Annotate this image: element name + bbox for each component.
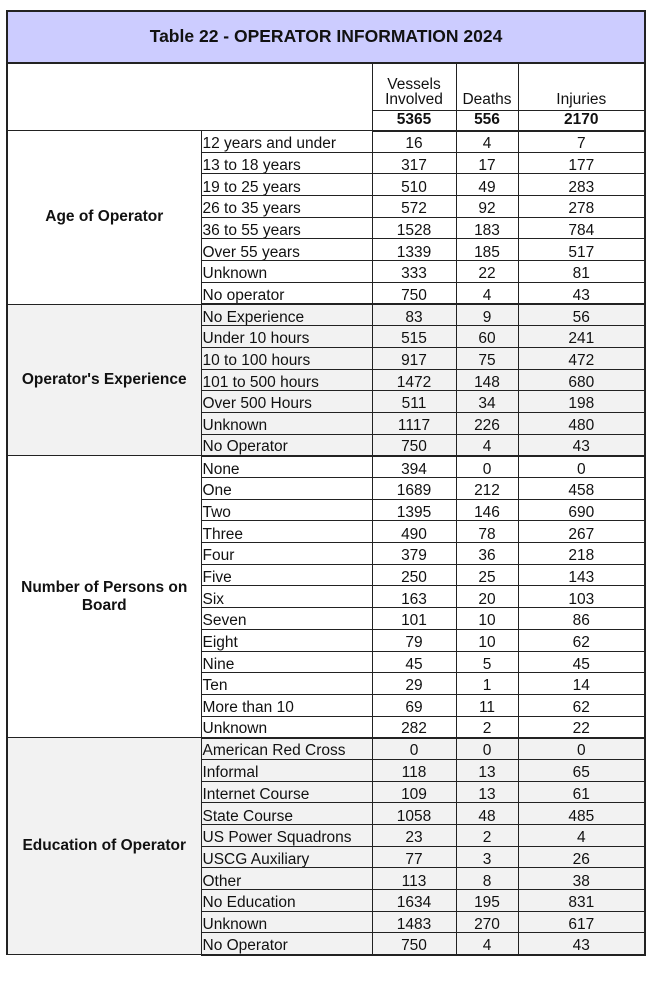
vessels-value: 45 <box>372 651 456 673</box>
row-label: 12 years and under <box>201 131 372 153</box>
deaths-value: 5 <box>456 651 518 673</box>
vessels-value: 69 <box>372 694 456 716</box>
row-label: 101 to 500 hours <box>201 369 372 391</box>
deaths-value: 11 <box>456 694 518 716</box>
injuries-value: 86 <box>518 608 645 630</box>
row-label: Under 10 hours <box>201 326 372 348</box>
row-label: 36 to 55 years <box>201 217 372 239</box>
row-label: No Education <box>201 890 372 912</box>
row-label: Four <box>201 543 372 565</box>
row-label: State Course <box>201 803 372 825</box>
deaths-value: 4 <box>456 933 518 955</box>
vessels-value: 23 <box>372 825 456 847</box>
deaths-value: 49 <box>456 174 518 196</box>
deaths-value: 4 <box>456 434 518 456</box>
injuries-value: 480 <box>518 412 645 434</box>
row-label: 10 to 100 hours <box>201 347 372 369</box>
deaths-value: 9 <box>456 304 518 326</box>
injuries-value: 177 <box>518 152 645 174</box>
total-deaths: 556 <box>456 110 518 131</box>
vessels-value: 1634 <box>372 890 456 912</box>
vessels-value: 510 <box>372 174 456 196</box>
injuries-value: 22 <box>518 716 645 738</box>
vessels-value: 317 <box>372 152 456 174</box>
deaths-value: 17 <box>456 152 518 174</box>
category-age-of-operator: Age of Operator <box>7 131 201 305</box>
row-label: More than 10 <box>201 694 372 716</box>
deaths-value: 0 <box>456 738 518 760</box>
vessels-value: 1689 <box>372 478 456 500</box>
vessels-value: 79 <box>372 629 456 651</box>
injuries-value: 62 <box>518 694 645 716</box>
vessels-value: 572 <box>372 196 456 218</box>
injuries-value: 143 <box>518 564 645 586</box>
injuries-value: 218 <box>518 543 645 565</box>
vessels-value: 490 <box>372 521 456 543</box>
vessels-value: 394 <box>372 456 456 478</box>
row-label: Unknown <box>201 261 372 283</box>
table-row <box>7 304 645 326</box>
row-label: Unknown <box>201 911 372 933</box>
vessels-value: 29 <box>372 673 456 695</box>
deaths-value: 20 <box>456 586 518 608</box>
injuries-value: 517 <box>518 239 645 261</box>
deaths-value: 212 <box>456 478 518 500</box>
injuries-value: 14 <box>518 673 645 695</box>
total-injuries: 2170 <box>518 110 645 131</box>
table-title: Table 22 - OPERATOR INFORMATION 2024 <box>7 11 645 63</box>
deaths-value: 34 <box>456 391 518 413</box>
injuries-value: 81 <box>518 261 645 283</box>
category-operator-s-experience: Operator's Experience <box>7 304 201 456</box>
deaths-value: 25 <box>456 564 518 586</box>
deaths-value: 3 <box>456 846 518 868</box>
row-label: USCG Auxiliary <box>201 846 372 868</box>
deaths-value: 226 <box>456 412 518 434</box>
deaths-value: 146 <box>456 499 518 521</box>
row-label: Over 55 years <box>201 239 372 261</box>
deaths-value: 48 <box>456 803 518 825</box>
row-label: Unknown <box>201 412 372 434</box>
table-row <box>7 738 645 760</box>
vessels-value: 379 <box>372 543 456 565</box>
column-header-vessels-line1: Vessels <box>387 75 441 93</box>
injuries-value: 472 <box>518 347 645 369</box>
operator-information-table-container <box>6 10 644 956</box>
row-label: 26 to 35 years <box>201 196 372 218</box>
vessels-value: 1472 <box>372 369 456 391</box>
vessels-value: 118 <box>372 759 456 781</box>
vessels-value: 750 <box>372 434 456 456</box>
row-label: Ten <box>201 673 372 695</box>
injuries-value: 458 <box>518 478 645 500</box>
vessels-value: 109 <box>372 781 456 803</box>
vessels-value: 917 <box>372 347 456 369</box>
vessels-value: 1395 <box>372 499 456 521</box>
row-label: None <box>201 456 372 478</box>
operator-information-table <box>6 10 646 956</box>
deaths-value: 183 <box>456 217 518 239</box>
injuries-value: 278 <box>518 196 645 218</box>
column-header-vessels <box>372 63 456 110</box>
injuries-value: 4 <box>518 825 645 847</box>
category-education-of-operator: Education of Operator <box>7 738 201 955</box>
deaths-value: 1 <box>456 673 518 695</box>
row-label: Eight <box>201 629 372 651</box>
column-header-deaths: Deaths <box>456 63 518 110</box>
row-label: US Power Squadrons <box>201 825 372 847</box>
row-label: Two <box>201 499 372 521</box>
injuries-value: 43 <box>518 933 645 955</box>
row-label: Unknown <box>201 716 372 738</box>
vessels-value: 750 <box>372 933 456 955</box>
row-label: Nine <box>201 651 372 673</box>
deaths-value: 10 <box>456 608 518 630</box>
injuries-value: 198 <box>518 391 645 413</box>
row-label: One <box>201 478 372 500</box>
vessels-value: 16 <box>372 131 456 153</box>
header-blank-cell <box>7 63 372 131</box>
row-label: No Operator <box>201 434 372 456</box>
vessels-value: 1058 <box>372 803 456 825</box>
row-label: Over 500 Hours <box>201 391 372 413</box>
injuries-value: 0 <box>518 738 645 760</box>
injuries-value: 103 <box>518 586 645 608</box>
vessels-value: 511 <box>372 391 456 413</box>
vessels-value: 750 <box>372 282 456 304</box>
row-label: No operator <box>201 282 372 304</box>
row-label: Informal <box>201 759 372 781</box>
injuries-value: 283 <box>518 174 645 196</box>
injuries-value: 65 <box>518 759 645 781</box>
deaths-value: 185 <box>456 239 518 261</box>
column-header-injuries: Injuries <box>518 63 645 110</box>
injuries-value: 56 <box>518 304 645 326</box>
vessels-value: 282 <box>372 716 456 738</box>
vessels-value: 83 <box>372 304 456 326</box>
deaths-value: 8 <box>456 868 518 890</box>
injuries-value: 7 <box>518 131 645 153</box>
injuries-value: 617 <box>518 911 645 933</box>
deaths-value: 4 <box>456 131 518 153</box>
deaths-value: 13 <box>456 759 518 781</box>
row-label: Other <box>201 868 372 890</box>
injuries-value: 45 <box>518 651 645 673</box>
deaths-value: 148 <box>456 369 518 391</box>
row-label: Seven <box>201 608 372 630</box>
injuries-value: 680 <box>518 369 645 391</box>
injuries-value: 241 <box>518 326 645 348</box>
deaths-value: 60 <box>456 326 518 348</box>
deaths-value: 2 <box>456 825 518 847</box>
injuries-value: 831 <box>518 890 645 912</box>
deaths-value: 36 <box>456 543 518 565</box>
vessels-value: 77 <box>372 846 456 868</box>
injuries-value: 61 <box>518 781 645 803</box>
row-label: Five <box>201 564 372 586</box>
deaths-value: 10 <box>456 629 518 651</box>
table-row <box>7 456 645 478</box>
deaths-value: 195 <box>456 890 518 912</box>
total-vessels: 5365 <box>372 110 456 131</box>
table-row <box>7 131 645 153</box>
deaths-value: 92 <box>456 196 518 218</box>
injuries-value: 690 <box>518 499 645 521</box>
deaths-value: 4 <box>456 282 518 304</box>
deaths-value: 2 <box>456 716 518 738</box>
vessels-value: 1117 <box>372 412 456 434</box>
injuries-value: 784 <box>518 217 645 239</box>
deaths-value: 13 <box>456 781 518 803</box>
vessels-value: 0 <box>372 738 456 760</box>
vessels-value: 1528 <box>372 217 456 239</box>
row-label: No Experience <box>201 304 372 326</box>
vessels-value: 101 <box>372 608 456 630</box>
deaths-value: 22 <box>456 261 518 283</box>
injuries-value: 62 <box>518 629 645 651</box>
deaths-value: 270 <box>456 911 518 933</box>
vessels-value: 333 <box>372 261 456 283</box>
injuries-value: 38 <box>518 868 645 890</box>
injuries-value: 267 <box>518 521 645 543</box>
vessels-value: 113 <box>372 868 456 890</box>
deaths-value: 75 <box>456 347 518 369</box>
injuries-value: 43 <box>518 434 645 456</box>
vessels-value: 163 <box>372 586 456 608</box>
injuries-value: 485 <box>518 803 645 825</box>
vessels-value: 1483 <box>372 911 456 933</box>
vessels-value: 515 <box>372 326 456 348</box>
row-label: 13 to 18 years <box>201 152 372 174</box>
vessels-value: 250 <box>372 564 456 586</box>
row-label: 19 to 25 years <box>201 174 372 196</box>
injuries-value: 26 <box>518 846 645 868</box>
category-number-of-persons-on-board: Number of Persons on Board <box>7 456 201 738</box>
row-label: No Operator <box>201 933 372 955</box>
injuries-value: 0 <box>518 456 645 478</box>
row-label: American Red Cross <box>201 738 372 760</box>
column-header-vessels-line2: Involved <box>385 91 443 108</box>
row-label: Internet Course <box>201 781 372 803</box>
row-label: Three <box>201 521 372 543</box>
row-label: Six <box>201 586 372 608</box>
deaths-value: 0 <box>456 456 518 478</box>
deaths-value: 78 <box>456 521 518 543</box>
injuries-value: 43 <box>518 282 645 304</box>
vessels-value: 1339 <box>372 239 456 261</box>
